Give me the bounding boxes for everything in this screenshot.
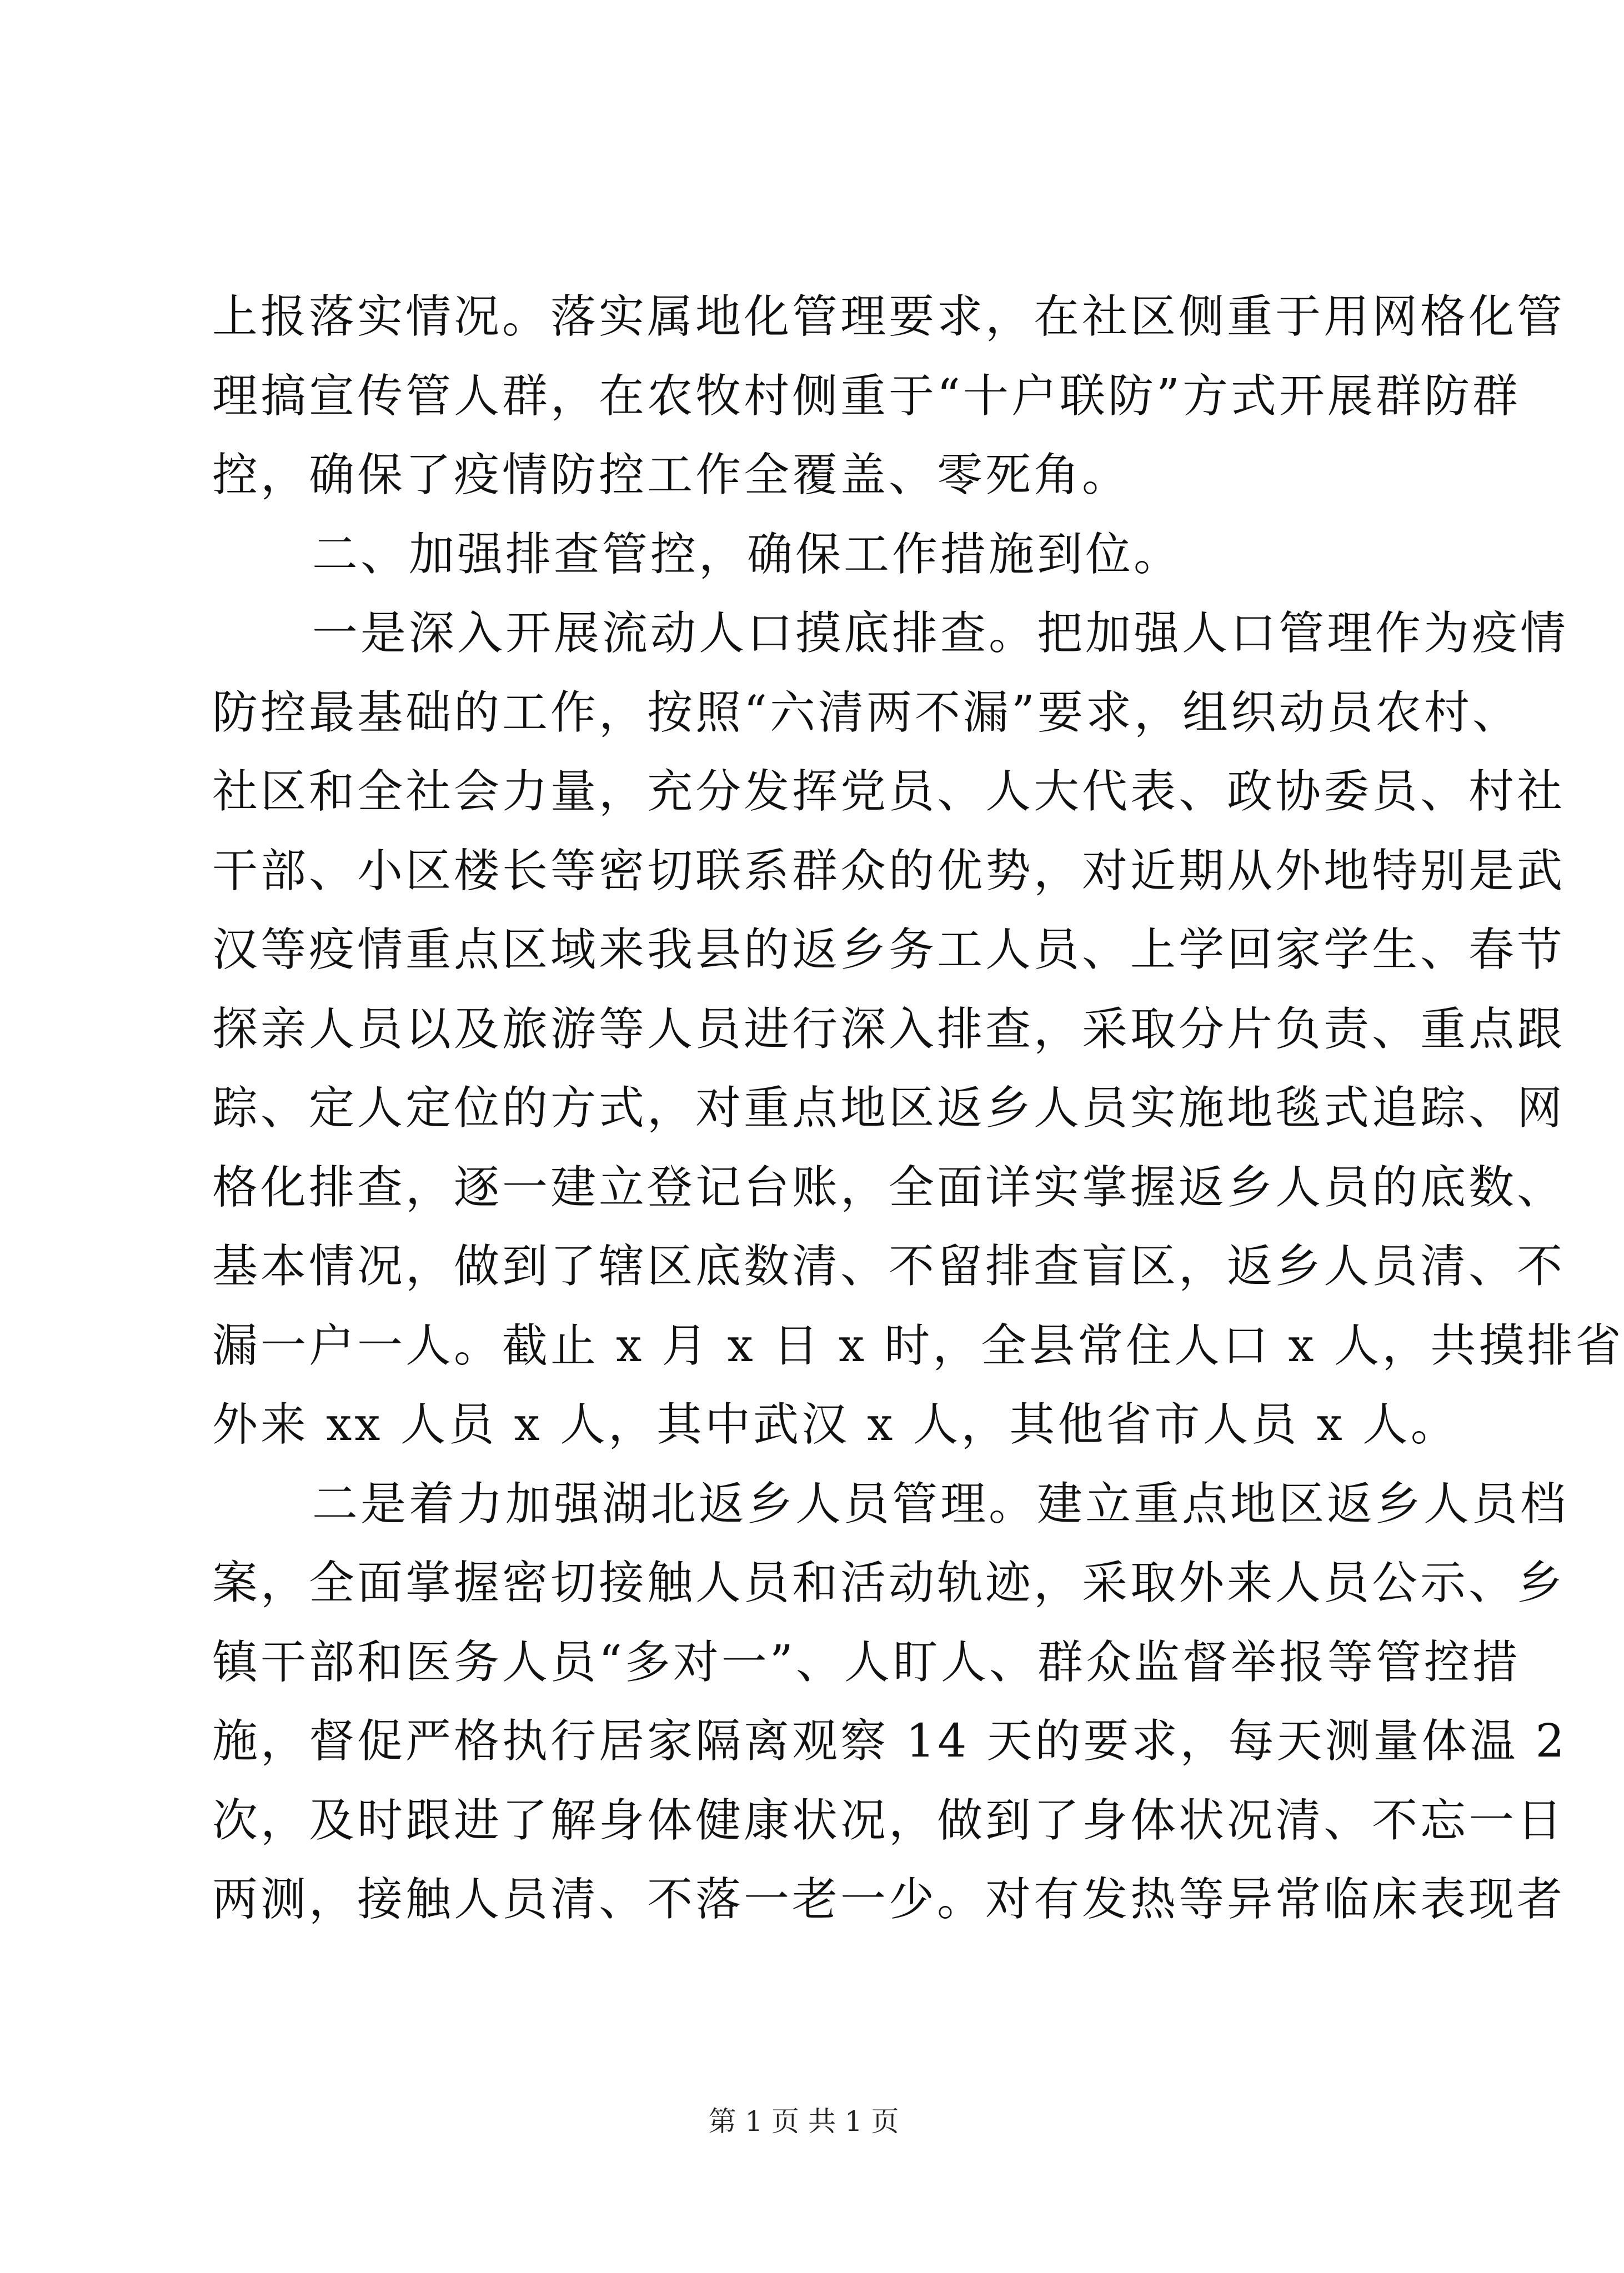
text-line: 上报落实情况。落实属地化管理要求，在社区侧重于用网格化管 [212, 290, 1566, 343]
text-line: 基本情况，做到了辖区底数清、不留排查盲区，返乡人员清、不 [212, 1240, 1566, 1293]
text-line: 一是深入开展流动人口摸底排查。把加强人口管理作为疫情 [312, 607, 1569, 660]
text-line: 案，全面掌握密切接触人员和活动轨迹，采取外来人员公示、乡 [212, 1557, 1566, 1609]
text-line: 格化排查，逐一建立登记台账，全面详实掌握返乡人员的底数、 [212, 1161, 1566, 1214]
section-heading: 二、加强排查管控，确保工作措施到位。 [312, 528, 1182, 581]
text-line: 控，确保了疫情防控工作全覆盖、零死角。 [212, 449, 1131, 501]
text-line: 施，督促严格执行居家隔离观察 14 天的要求，每天测量体温 2 [212, 1715, 1567, 1768]
text-line: 理搞宣传管人群，在农牧村侧重于“十户联防”方式开展群防群 [212, 369, 1521, 423]
text-line: 外来 xx 人员 x 人，其中武汉 x 人，其他省市人员 x 人。 [212, 1398, 1459, 1451]
text-line: 探亲人员以及旅游等人员进行深入排查，采取分片负责、重点跟 [212, 1002, 1566, 1056]
text-line: 踪、定人定位的方式，对重点地区返乡人员实施地毯式追踪、网 [212, 1082, 1566, 1135]
text-line: 漏一户一人。截止 x 月 x 日 x 时，全县常住人口 x 人，共摸排省 [212, 1319, 1624, 1372]
text-line: 干部、小区楼长等密切联系群众的优势，对近期从外地特别是武 [212, 844, 1566, 897]
text-line: 汉等疫情重点区域来我县的返乡务工人员、上学回家学生、春节 [212, 924, 1566, 976]
text-line: 镇干部和医务人员“多对一”、人盯人、群众监督举报等管控措 [212, 1635, 1521, 1689]
page-number: 第 1 页 共 1 页 [708, 2105, 899, 2137]
text-line: 二是着力加强湖北返乡人员管理。建立重点地区返乡人员档 [312, 1477, 1569, 1531]
document-body [212, 278, 1624, 1940]
page-footer [0, 2105, 1607, 2138]
text-line: 社区和全社会力量，充分发挥党员、人大代表、政协委员、村社 [212, 765, 1566, 818]
text-line: 次，及时跟进了解身体健康状况，做到了身体状况清、不忘一日 [212, 1794, 1566, 1847]
text-line: 两测，接触人员清、不落一老一少。对有发热等异常临床表现者 [212, 1873, 1566, 1926]
text-line: 防控最基础的工作，按照“六清两不漏”要求，组织动员农村、 [212, 686, 1521, 739]
